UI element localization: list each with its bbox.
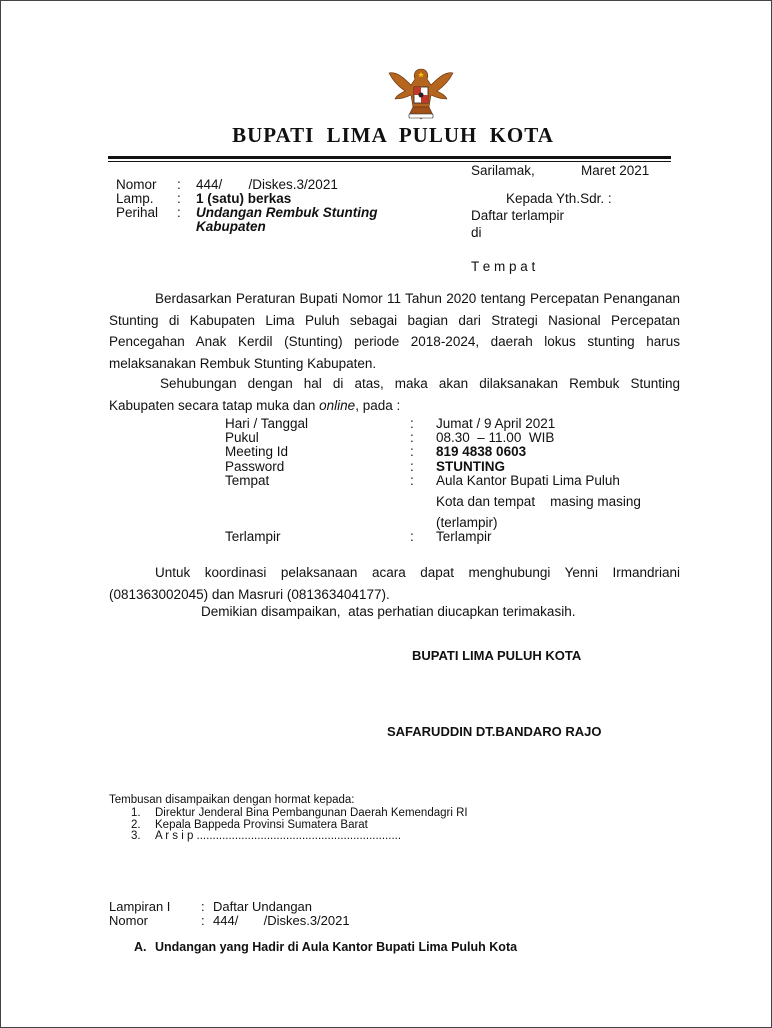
- letter-date: Maret 2021: [581, 163, 650, 178]
- detail-colon: :: [410, 459, 414, 474]
- tempat-line2: Kota dan tempat masing masing: [436, 494, 641, 509]
- detail-value: STUNTING: [436, 459, 505, 474]
- lampiran-colon: :: [201, 899, 205, 914]
- tembusan-item-1: Direktur Jenderal Bina Pembangunan Daerah Kemendagri RI: [155, 807, 468, 819]
- lampiran-nomor-value: 444/ /Diskes.3/2021: [213, 913, 350, 928]
- letterhead-rule-thick: [108, 156, 671, 159]
- letterhead-title: BUPATI LIMA PULUH KOTA: [232, 123, 554, 147]
- nomor-value: 444/ /Diskes.3/2021: [196, 177, 338, 192]
- body-paragraph-1: Berdasarkan Peraturan Bupati Nomor 11 Tahun 2020 tentang Percepatan Penanganan Stunting di Kabupaten Lima Puluh sebagai bagian dari Strategi Nasional Percepatan Pencegahan Anak Kerdil (Stunting) periode 2018-2024, daerah lokus stunting harus melaksanakan Rembuk Stunting Kabupaten.: [109, 291, 680, 371]
- recipient-line2: di: [471, 225, 482, 240]
- detail-value: 08.30 – 11.00 WIB: [436, 430, 555, 445]
- tembusan-heading: Tembusan disampaikan dengan hormat kepada:: [109, 794, 355, 806]
- perihal-line2: Kabupaten: [196, 219, 266, 234]
- garuda-emblem-icon: [385, 63, 457, 121]
- tembusan-num-3: 3.: [131, 830, 141, 842]
- perihal-label: Perihal: [116, 205, 159, 220]
- lamp-label: Lamp.: [116, 191, 154, 206]
- recipient-line3: T e m p a t: [471, 259, 536, 274]
- detail-value: Aula Kantor Bupati Lima Puluh: [436, 473, 620, 488]
- body-paragraph-4: Demikian disampaikan, atas perhatian diucapkan terimakasih.: [201, 604, 576, 619]
- body-paragraph-2: Sehubungan dengan hal di atas, maka akan dilaksanakan Rembuk Stunting Kabupaten secara tatap muka dan online, pada :: [109, 376, 680, 413]
- detail-colon: :: [410, 430, 414, 445]
- terlampir-label: Terlampir: [225, 529, 281, 544]
- online-word: online: [319, 397, 356, 413]
- section-a-title: Undangan yang Hadir di Aula Kantor Bupati Lima Puluh Kota: [155, 940, 518, 954]
- detail-value: Jumat / 9 April 2021: [436, 416, 556, 431]
- detail-colon: :: [410, 444, 414, 459]
- detail-label: Password: [225, 459, 285, 474]
- lamp-colon: :: [177, 191, 181, 206]
- recipient-line1: Daftar terlampir: [471, 208, 565, 223]
- lampiran-nomor-colon: :: [201, 913, 205, 928]
- lamp-value: 1 (satu) berkas: [196, 191, 292, 206]
- section-a-number: A.: [134, 940, 147, 954]
- perihal-line1: Undangan Rembuk Stunting: [196, 205, 378, 220]
- tembusan-item-2: Kepala Bappeda Provinsi Sumatera Barat: [155, 819, 368, 831]
- nomor-colon: :: [177, 177, 181, 192]
- lampiran-value: Daftar Undangan: [213, 899, 313, 914]
- letter-place: Sarilamak,: [471, 163, 535, 178]
- tempat-line3: (terlampir): [436, 515, 498, 530]
- detail-label: Tempat: [225, 473, 270, 488]
- detail-label: Meeting Id: [225, 444, 289, 459]
- detail-label: Pukul: [225, 430, 259, 445]
- lampiran-nomor-label: Nomor: [109, 913, 149, 928]
- detail-label: Hari / Tanggal: [225, 416, 309, 431]
- signature-name: SAFARUDDIN DT.BANDARO RAJO: [387, 724, 602, 739]
- tembusan-item-3: A r s i p ................................................................: [155, 830, 402, 842]
- detail-colon: :: [410, 473, 414, 488]
- signature-office: BUPATI LIMA PULUH KOTA: [412, 648, 582, 663]
- body-paragraph-3: Untuk koordinasi pelaksanaan acara dapat menghubungi Yenni Irmandriani (081363002045) dan Masruri (081363404177).: [109, 565, 680, 602]
- detail-value: 819 4838 0603: [436, 444, 527, 459]
- tembusan-num-2: 2.: [131, 819, 141, 831]
- nomor-label: Nomor: [116, 177, 157, 192]
- perihal-colon: :: [177, 205, 181, 220]
- terlampir-colon: :: [410, 529, 414, 544]
- recipient-to: Kepada Yth.Sdr. :: [506, 191, 612, 206]
- letterhead-rule-thin: [108, 161, 671, 162]
- detail-colon: :: [410, 416, 414, 431]
- tembusan-num-1: 1.: [131, 807, 141, 819]
- terlampir-value: Terlampir: [436, 529, 492, 544]
- lampiran-label: Lampiran I: [109, 899, 171, 914]
